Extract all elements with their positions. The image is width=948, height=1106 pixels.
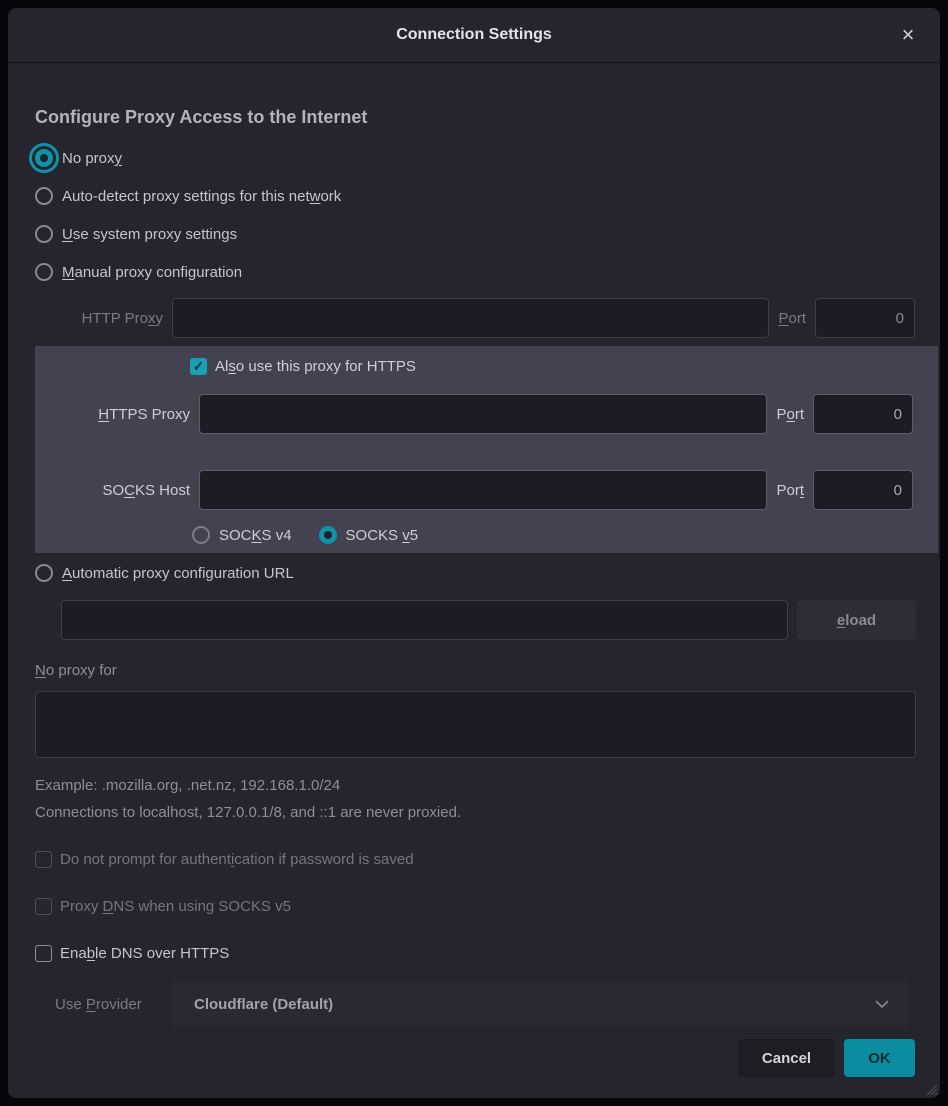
close-button[interactable] xyxy=(892,19,924,51)
https-proxy-input[interactable] xyxy=(199,394,767,434)
https-proxy-label: HTTPS Proxy xyxy=(98,405,190,423)
auto-url-row xyxy=(8,599,940,641)
dns-provider-row xyxy=(8,982,940,1026)
checkbox-label: Do not prompt for authentication if password is saved xyxy=(60,850,414,868)
http-proxy-input[interactable] xyxy=(172,298,769,338)
checkmark-icon: ✓ xyxy=(192,358,205,374)
radio-socks-v5[interactable] xyxy=(319,526,337,544)
checkbox-dns-over-https-row[interactable] xyxy=(35,941,940,965)
no-proxy-for-textarea[interactable] xyxy=(35,691,916,758)
resize-grip[interactable] xyxy=(923,1081,937,1095)
radio-button-icon xyxy=(35,149,53,167)
dialog-title: Connection Settings xyxy=(396,26,552,43)
radio-no-proxy[interactable] xyxy=(8,139,940,177)
socks-version-group xyxy=(192,523,938,547)
socks-port-input[interactable] xyxy=(813,470,913,510)
socks-host-input[interactable] xyxy=(199,470,767,510)
radio-button-icon xyxy=(35,564,53,582)
radio-manual-proxy[interactable] xyxy=(8,253,940,291)
checkbox-icon xyxy=(35,898,52,915)
chevron-down-icon xyxy=(874,999,890,1009)
reload-button[interactable]: eload xyxy=(797,600,916,640)
http-proxy-row xyxy=(8,297,940,339)
checkbox-icon xyxy=(35,945,52,962)
radio-label: SOCKS v5 xyxy=(345,526,419,544)
auto-url-input[interactable] xyxy=(61,600,788,640)
http-port-input[interactable] xyxy=(815,298,915,338)
http-port-label: Port xyxy=(778,309,806,327)
close-icon: × xyxy=(901,22,915,47)
ok-button[interactable]: OK xyxy=(844,1039,915,1077)
also-use-https-checkbox-row[interactable] xyxy=(190,354,938,378)
proxy-mode-group xyxy=(8,139,940,291)
https-socks-highlight-panel xyxy=(35,346,938,553)
radio-auto-url[interactable] xyxy=(8,561,940,585)
connection-settings-dialog xyxy=(8,8,940,1098)
socks-port-label: Port xyxy=(776,481,804,499)
https-port-input[interactable] xyxy=(813,394,913,434)
radio-button-icon xyxy=(35,225,53,243)
localhost-note-text: Connections to localhost, 127.0.0.1/8, and ::1 are never proxied. xyxy=(35,804,462,821)
socks-host-label: SOCKS Host xyxy=(102,481,190,499)
checkbox-label: Enable DNS over HTTPS xyxy=(60,944,230,962)
radio-label: No proxy xyxy=(62,149,123,167)
socks-host-row xyxy=(35,469,938,511)
radio-button-icon xyxy=(35,187,53,205)
radio-socks-v4[interactable] xyxy=(192,526,210,544)
radio-label: Manual proxy configuration xyxy=(62,263,243,281)
page-title: Configure Proxy Access to the Internet xyxy=(35,107,368,127)
radio-button-icon xyxy=(35,263,53,281)
checkbox-proxy-dns-row[interactable] xyxy=(35,894,940,918)
radio-auto-detect[interactable] xyxy=(8,177,940,215)
cancel-button[interactable]: Cancel xyxy=(738,1039,835,1077)
radio-label: SOCKS v4 xyxy=(219,526,292,544)
provider-selected-value: Cloudflare (Default) xyxy=(194,995,334,1013)
radio-label: Use system proxy settings xyxy=(62,225,238,243)
dialog-footer xyxy=(8,1039,940,1077)
radio-label: Automatic proxy configuration URL xyxy=(62,564,294,582)
checkbox-label: Also use this proxy for HTTPS xyxy=(215,357,416,375)
checkbox-icon xyxy=(35,851,52,868)
radio-system-proxy[interactable] xyxy=(8,215,940,253)
checkbox-no-auth-prompt-row[interactable] xyxy=(35,847,940,871)
radio-label: Auto-detect proxy settings for this network xyxy=(62,187,342,205)
checkbox-label: Proxy DNS when using SOCKS v5 xyxy=(60,897,291,915)
https-port-label: Port xyxy=(776,405,804,423)
dialog-titlebar xyxy=(8,8,940,63)
provider-dropdown[interactable] xyxy=(172,982,908,1026)
https-proxy-row xyxy=(35,393,938,435)
no-proxy-example-text: Example: .mozilla.org, .net.nz, 192.168.1.0/24 xyxy=(35,777,341,794)
checkbox-icon xyxy=(190,358,207,375)
use-provider-label: Use Provider xyxy=(55,995,142,1013)
http-proxy-label: HTTP Proxy xyxy=(81,309,163,327)
no-proxy-for-label: No proxy for xyxy=(35,662,117,679)
